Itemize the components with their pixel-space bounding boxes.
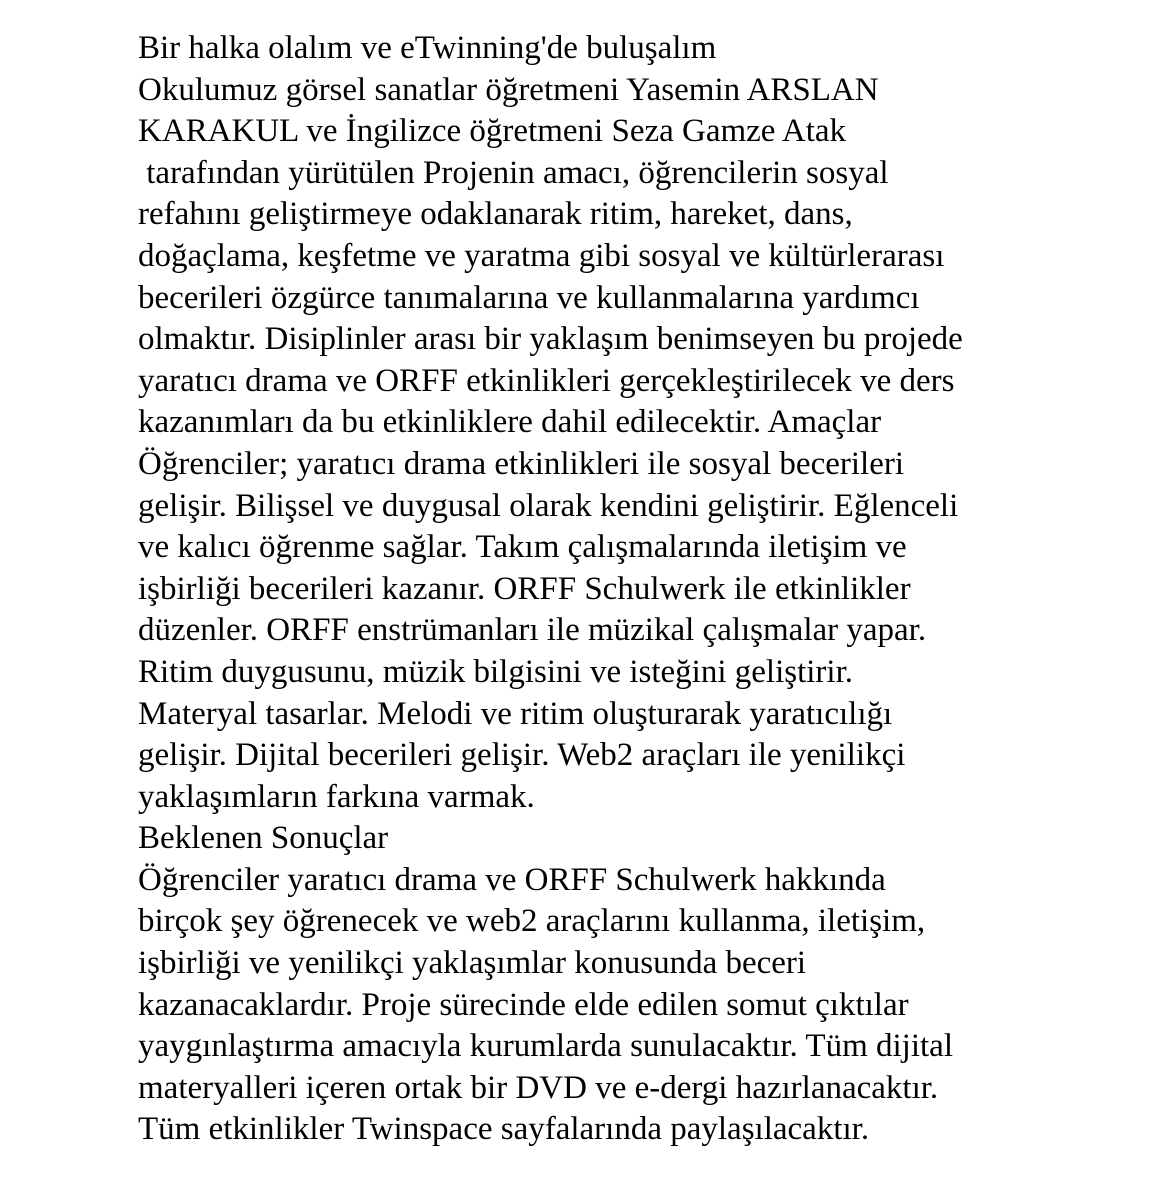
text-line: becerileri özgürce tanımalarına ve kullanmalarına yardımcı [138, 279, 920, 316]
text-line: materyalleri içeren ortak bir DVD ve e-dergi hazırlanacaktır. [138, 1069, 939, 1106]
text-line: kazanacaklardır. Proje sürecinde elde edilen somut çıktılar [138, 986, 909, 1023]
text-line: ve kalıcı öğrenme sağlar. Takım çalışmalarında iletişim ve [138, 529, 907, 566]
text-line: Öğrenciler; yaratıcı drama etkinlikleri ile sosyal becerileri [138, 445, 904, 482]
text-line: Ritim duygusunu, müzik bilgisini ve isteğini geliştirir. [138, 653, 853, 690]
text-line: düzenler. ORFF enstrümanları ile müzikal çalışmalar yapar. [138, 612, 927, 649]
text-line: gelişir. Bilişsel ve duygusal olarak kendini geliştirir. Eğlenceli [138, 487, 959, 524]
text-line: tarafından yürütülen Projenin amacı, öğrencilerin sosyal [138, 154, 889, 191]
text-line: Tüm etkinlikler Twinspace sayfalarında paylaşılacaktır. [138, 1111, 870, 1148]
text-line: Beklenen Sonuçlar [138, 820, 389, 857]
text-line: kazanımları da bu etkinliklere dahil edilecektir. Amaçlar [138, 404, 882, 441]
text-line: olmaktır. Disiplinler arası bir yaklaşım benimseyen bu projede [138, 321, 963, 358]
text-line: Materyal tasarlar. Melodi ve ritim oluşturarak yaratıcılığı [138, 695, 893, 732]
text-line: refahını geliştirmeye odaklanarak ritim, hareket, dans, [138, 196, 853, 233]
text-line: yaygınlaştırma amacıyla kurumlarda sunulacaktır. Tüm dijital [138, 1028, 953, 1065]
text-line: yaklaşımların farkına varmak. [138, 778, 535, 815]
text-line: Bir halka olalım ve eTwinning'de buluşalım [138, 30, 717, 66]
text-line: yaratıcı drama ve ORFF etkinlikleri gerçekleştirilecek ve ders [138, 362, 955, 399]
text-line: Öğrenciler yaratıcı drama ve ORFF Schulwerk hakkında [138, 861, 886, 898]
text-line: doğaçlama, keşfetme ve yaratma gibi sosyal ve kültürlerarası [138, 237, 945, 274]
text-line: Okulumuz görsel sanatlar öğretmeni Yasemin ARSLAN [138, 71, 879, 108]
text-line: işbirliği ve yenilikçi yaklaşımlar konusunda beceri [138, 945, 807, 982]
text-line: gelişir. Dijital becerileri gelişir. Web2 araçları ile yenilikçi [138, 737, 906, 774]
text-line: birçok şey öğrenecek ve web2 araçlarını kullanma, iletişim, [138, 903, 926, 940]
text-line: KARAKUL ve İngilizce öğretmeni Seza Gamze Atak [138, 113, 847, 150]
text-line: işbirliği becerileri kazanır. ORFF Schulwerk ile etkinlikler [138, 570, 911, 607]
